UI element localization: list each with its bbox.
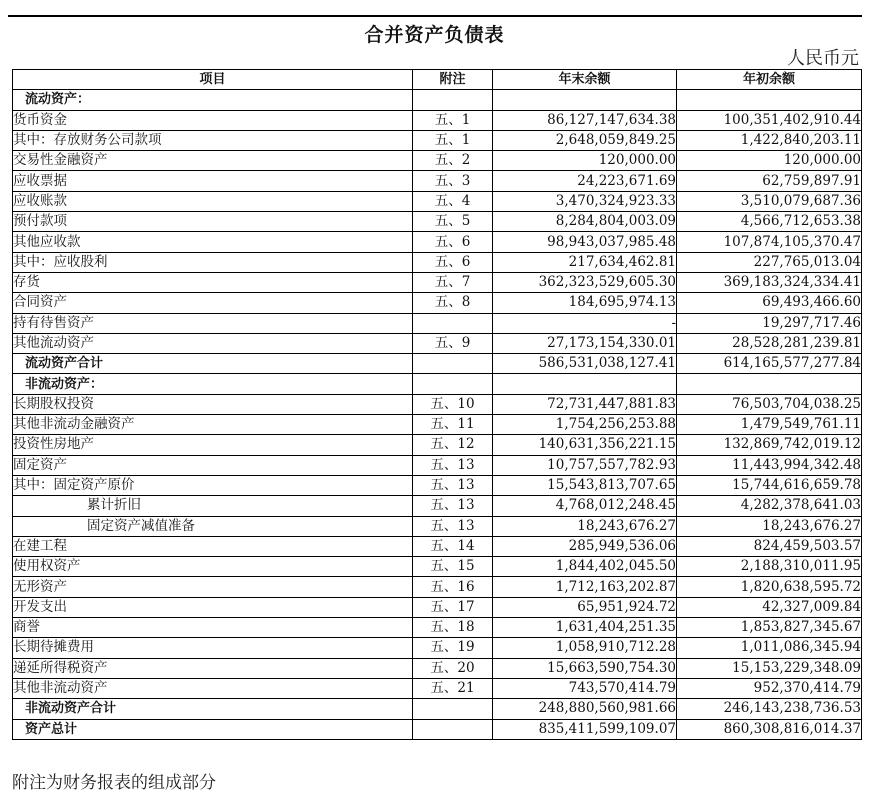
- row-item-label: 其中：存放财务公司款项: [13, 130, 413, 150]
- row-year-end-value: 1,754,256,253.88: [493, 415, 677, 435]
- row-year-begin-value: 18,243,676.27: [677, 516, 862, 536]
- row-note: 五、1: [413, 130, 493, 150]
- row-note: 五、15: [413, 557, 493, 577]
- row-item-label: 长期待摊费用: [13, 638, 413, 658]
- row-item-label: 其他应收款: [13, 232, 413, 252]
- row-item-label: 使用权资产: [13, 557, 413, 577]
- row-note: 五、6: [413, 252, 493, 272]
- row-year-end-value: 15,663,590,754.30: [493, 658, 677, 678]
- row-year-begin-value: 369,183,324,334.41: [677, 272, 862, 292]
- row-item-label: 固定资产: [13, 455, 413, 475]
- row-year-end-value: 24,223,671.69: [493, 171, 677, 191]
- table-row: [13, 232, 862, 252]
- row-year-begin-value: 614,165,577,277.84: [677, 354, 862, 374]
- row-note: 五、13: [413, 475, 493, 495]
- row-note: 五、13: [413, 516, 493, 536]
- row-year-end-value: 835,411,599,109.07: [493, 719, 677, 739]
- row-item-label: 固定资产减值准备: [13, 516, 413, 536]
- row-year-end-value: 248,880,560,981.66: [493, 699, 677, 719]
- row-year-begin-value: 3,510,079,687.36: [677, 191, 862, 211]
- row-item-label: 预付款项: [13, 212, 413, 232]
- table-row: [13, 272, 862, 292]
- table-row: [13, 536, 862, 556]
- row-year-begin-value: 1,853,827,345.67: [677, 618, 862, 638]
- row-year-begin-value: 19,297,717.46: [677, 313, 862, 333]
- row-item-label: 存货: [13, 272, 413, 292]
- footer-note: 附注为财务报表的组成部分: [12, 773, 216, 793]
- table-row: [13, 638, 862, 658]
- header-note: 附注: [413, 70, 493, 90]
- row-note: 五、17: [413, 597, 493, 617]
- row-item-label: 资产总计: [13, 719, 413, 739]
- table-row: [13, 313, 862, 333]
- row-year-begin-value: 120,000.00: [677, 151, 862, 171]
- row-year-end-value: 3,470,324,923.33: [493, 191, 677, 211]
- table-row: [13, 252, 862, 272]
- row-year-begin-value: 2,188,310,011.95: [677, 557, 862, 577]
- row-year-end-value: 120,000.00: [493, 151, 677, 171]
- table-row: [13, 333, 862, 353]
- row-year-begin-value: [677, 374, 862, 394]
- table-row: [13, 719, 862, 739]
- table-row: [13, 577, 862, 597]
- row-year-begin-value: 227,765,013.04: [677, 252, 862, 272]
- row-item-label: 非流动资产：: [13, 374, 413, 394]
- balance-sheet-table: [12, 69, 862, 740]
- row-item-label: 其中：应收股利: [13, 252, 413, 272]
- row-year-begin-value: 4,282,378,641.03: [677, 496, 862, 516]
- row-year-end-value: 362,323,529,605.30: [493, 272, 677, 292]
- row-item-label: 应收票据: [13, 171, 413, 191]
- row-year-end-value: 743,570,414.79: [493, 678, 677, 698]
- row-year-begin-value: 28,528,281,239.81: [677, 333, 862, 353]
- row-year-end-value: 1,631,404,251.35: [493, 618, 677, 638]
- table-row: [13, 475, 862, 495]
- table-row: [13, 90, 862, 110]
- row-note: 五、20: [413, 658, 493, 678]
- row-note: 五、2: [413, 151, 493, 171]
- row-year-begin-value: 132,869,742,019.12: [677, 435, 862, 455]
- row-year-end-value: 1,844,402,045.50: [493, 557, 677, 577]
- row-item-label: 其他非流动金融资产: [13, 415, 413, 435]
- row-year-begin-value: 1,422,840,203.11: [677, 130, 862, 150]
- row-year-begin-value: 246,143,238,736.53: [677, 699, 862, 719]
- table-header-row: [13, 70, 862, 90]
- top-rule: [8, 15, 862, 17]
- table-row: [13, 130, 862, 150]
- table-row: [13, 678, 862, 698]
- row-item-label: 交易性金融资产: [13, 151, 413, 171]
- row-note: [413, 699, 493, 719]
- row-item-label: 货币资金: [13, 110, 413, 130]
- row-note: 五、1: [413, 110, 493, 130]
- row-year-begin-value: 952,370,414.79: [677, 678, 862, 698]
- row-note: [413, 313, 493, 333]
- row-note: [413, 719, 493, 739]
- row-year-begin-value: 4,566,712,653.38: [677, 212, 862, 232]
- row-year-end-value: 86,127,147,634.38: [493, 110, 677, 130]
- row-year-begin-value: 107,874,105,370.47: [677, 232, 862, 252]
- row-item-label: 其他流动资产: [13, 333, 413, 353]
- table-row: [13, 699, 862, 719]
- table-row: [13, 191, 862, 211]
- row-year-begin-value: 1,479,549,761.11: [677, 415, 862, 435]
- row-note: 五、6: [413, 232, 493, 252]
- row-item-label: 应收账款: [13, 191, 413, 211]
- row-year-begin-value: 824,459,503.57: [677, 536, 862, 556]
- row-item-label: 无形资产: [13, 577, 413, 597]
- row-year-end-value: 15,543,813,707.65: [493, 475, 677, 495]
- row-note: 五、3: [413, 171, 493, 191]
- row-item-label: 合同资产: [13, 293, 413, 313]
- row-note: 五、18: [413, 618, 493, 638]
- row-year-begin-value: 15,744,616,659.78: [677, 475, 862, 495]
- row-item-label: 商誉: [13, 618, 413, 638]
- row-year-end-value: 285,949,536.06: [493, 536, 677, 556]
- row-item-label: 持有待售资产: [13, 313, 413, 333]
- row-year-end-value: [493, 90, 677, 110]
- row-year-end-value: -: [493, 313, 677, 333]
- row-note: 五、19: [413, 638, 493, 658]
- header-item: 项目: [13, 70, 413, 90]
- row-year-end-value: 18,243,676.27: [493, 516, 677, 536]
- row-note: 五、14: [413, 536, 493, 556]
- row-year-begin-value: 76,503,704,038.25: [677, 394, 862, 414]
- header-year-begin: 年初余额: [677, 70, 862, 90]
- row-year-begin-value: 860,308,816,014.37: [677, 719, 862, 739]
- row-note: [413, 90, 493, 110]
- header-year-end: 年末余额: [493, 70, 677, 90]
- row-item-label: 非流动资产合计: [13, 699, 413, 719]
- table-row: [13, 658, 862, 678]
- row-year-begin-value: 1,011,086,345.94: [677, 638, 862, 658]
- row-item-label: 投资性房地产: [13, 435, 413, 455]
- table-body: [13, 90, 862, 740]
- row-year-end-value: 1,058,910,712.28: [493, 638, 677, 658]
- row-note: 五、13: [413, 496, 493, 516]
- row-item-label: 递延所得税资产: [13, 658, 413, 678]
- row-note: 五、8: [413, 293, 493, 313]
- row-year-end-value: 10,757,557,782.93: [493, 455, 677, 475]
- table-row: [13, 293, 862, 313]
- row-year-end-value: 27,173,154,330.01: [493, 333, 677, 353]
- row-year-begin-value: 11,443,994,342.48: [677, 455, 862, 475]
- row-item-label: 其他非流动资产: [13, 678, 413, 698]
- row-item-label: 流动资产：: [13, 90, 413, 110]
- row-year-end-value: 72,731,447,881.83: [493, 394, 677, 414]
- page-title: 合并资产负债表: [364, 24, 505, 46]
- table-row: [13, 415, 862, 435]
- row-year-begin-value: 1,820,638,595.72: [677, 577, 862, 597]
- table-row: [13, 354, 862, 374]
- row-note: 五、21: [413, 678, 493, 698]
- table-row: [13, 394, 862, 414]
- row-year-begin-value: 42,327,009.84: [677, 597, 862, 617]
- row-year-end-value: 1,712,163,202.87: [493, 577, 677, 597]
- table-row: [13, 110, 862, 130]
- table-row: [13, 597, 862, 617]
- table-row: [13, 455, 862, 475]
- row-year-end-value: 65,951,924.72: [493, 597, 677, 617]
- row-note: 五、9: [413, 333, 493, 353]
- row-note: 五、12: [413, 435, 493, 455]
- row-item-label: 流动资产合计: [13, 354, 413, 374]
- row-note: 五、13: [413, 455, 493, 475]
- row-note: 五、7: [413, 272, 493, 292]
- row-year-begin-value: 15,153,229,348.09: [677, 658, 862, 678]
- row-note: 五、11: [413, 415, 493, 435]
- row-year-end-value: 217,634,462.81: [493, 252, 677, 272]
- table-row: [13, 557, 862, 577]
- row-year-end-value: 586,531,038,127.41: [493, 354, 677, 374]
- currency-unit: 人民币元: [787, 48, 859, 69]
- row-note: 五、4: [413, 191, 493, 211]
- row-year-end-value: 8,284,804,003.09: [493, 212, 677, 232]
- row-year-begin-value: 69,493,466.60: [677, 293, 862, 313]
- row-year-begin-value: 62,759,897.91: [677, 171, 862, 191]
- row-year-end-value: 2,648,059,849.25: [493, 130, 677, 150]
- row-year-end-value: 184,695,974.13: [493, 293, 677, 313]
- table-row: [13, 212, 862, 232]
- row-year-begin-value: 100,351,402,910.44: [677, 110, 862, 130]
- row-year-end-value: 98,943,037,985.48: [493, 232, 677, 252]
- row-item-label: 长期股权投资: [13, 394, 413, 414]
- row-year-end-value: [493, 374, 677, 394]
- row-item-label: 其中：固定资产原价: [13, 475, 413, 495]
- table-row: [13, 435, 862, 455]
- row-item-label: 在建工程: [13, 536, 413, 556]
- table-row: [13, 374, 862, 394]
- table-row: [13, 516, 862, 536]
- row-year-begin-value: [677, 90, 862, 110]
- row-item-label: 累计折旧: [13, 496, 413, 516]
- row-note: 五、16: [413, 577, 493, 597]
- row-year-end-value: 4,768,012,248.45: [493, 496, 677, 516]
- row-note: [413, 354, 493, 374]
- table-row: [13, 496, 862, 516]
- row-year-end-value: 140,631,356,221.15: [493, 435, 677, 455]
- table-row: [13, 151, 862, 171]
- row-item-label: 开发支出: [13, 597, 413, 617]
- table-row: [13, 171, 862, 191]
- row-note: 五、10: [413, 394, 493, 414]
- row-note: 五、5: [413, 212, 493, 232]
- table-row: [13, 618, 862, 638]
- row-note: [413, 374, 493, 394]
